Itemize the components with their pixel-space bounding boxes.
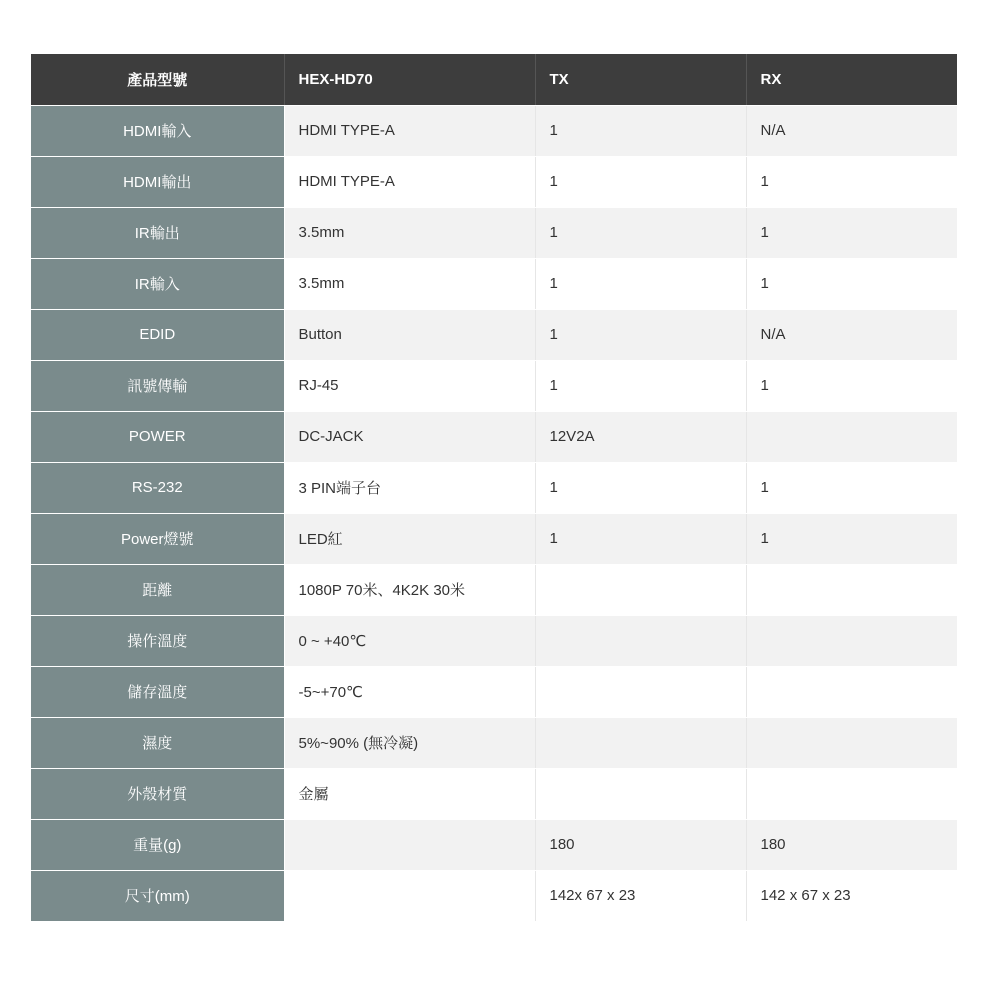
header-rx: RX <box>746 54 957 105</box>
row-tx <box>535 666 746 717</box>
spec-table <box>31 54 957 922</box>
row-rx: 1 <box>746 156 957 207</box>
table-row <box>31 462 957 513</box>
row-rx: 180 <box>746 819 957 870</box>
table-row <box>31 258 957 309</box>
row-label: 訊號傳輸 <box>31 360 284 411</box>
row-label: EDID <box>31 309 284 360</box>
row-rx <box>746 411 957 462</box>
row-tx: 1 <box>535 360 746 411</box>
row-rx: 142 x 67 x 23 <box>746 870 957 921</box>
row-type: 金屬 <box>284 768 535 819</box>
table-row <box>31 819 957 870</box>
row-label: Power燈號 <box>31 513 284 564</box>
header-tx: TX <box>535 54 746 105</box>
row-label: 尺寸(mm) <box>31 870 284 921</box>
row-tx <box>535 615 746 666</box>
row-tx <box>535 564 746 615</box>
table-row <box>31 717 957 768</box>
table-row <box>31 309 957 360</box>
row-label: POWER <box>31 411 284 462</box>
row-tx: 1 <box>535 258 746 309</box>
row-type: 0 ~ +40℃ <box>284 615 535 666</box>
row-rx <box>746 768 957 819</box>
table-row <box>31 360 957 411</box>
row-type: 3 PIN端子台 <box>284 462 535 513</box>
row-rx: 1 <box>746 207 957 258</box>
row-tx: 1 <box>535 309 746 360</box>
table-row <box>31 564 957 615</box>
row-label: IR輸出 <box>31 207 284 258</box>
row-type: 3.5mm <box>284 207 535 258</box>
row-label: RS-232 <box>31 462 284 513</box>
row-type: RJ-45 <box>284 360 535 411</box>
row-type: HDMI TYPE-A <box>284 156 535 207</box>
row-type: 3.5mm <box>284 258 535 309</box>
row-rx <box>746 564 957 615</box>
table-header-row <box>31 54 957 105</box>
table-row <box>31 156 957 207</box>
row-rx <box>746 615 957 666</box>
row-rx: N/A <box>746 105 957 156</box>
table-row <box>31 207 957 258</box>
table-row <box>31 870 957 921</box>
row-label: 外殼材質 <box>31 768 284 819</box>
row-tx: 180 <box>535 819 746 870</box>
row-label: 儲存溫度 <box>31 666 284 717</box>
row-label: HDMI輸入 <box>31 105 284 156</box>
row-tx: 1 <box>535 156 746 207</box>
row-type: DC-JACK <box>284 411 535 462</box>
row-tx: 1 <box>535 513 746 564</box>
row-rx: 1 <box>746 360 957 411</box>
row-type: LED紅 <box>284 513 535 564</box>
row-label: 操作溫度 <box>31 615 284 666</box>
row-tx: 142x 67 x 23 <box>535 870 746 921</box>
header-product-model: 產品型號 <box>31 54 284 105</box>
row-type: 5%~90% (無冷凝) <box>284 717 535 768</box>
row-label: 距離 <box>31 564 284 615</box>
table-row <box>31 411 957 462</box>
row-label: HDMI輸出 <box>31 156 284 207</box>
row-label: 重量(g) <box>31 819 284 870</box>
row-type: 1080P 70米、4K2K 30米 <box>284 564 535 615</box>
row-tx <box>535 768 746 819</box>
row-rx: 1 <box>746 513 957 564</box>
row-type <box>284 870 535 921</box>
row-tx: 1 <box>535 207 746 258</box>
header-model-name: HEX-HD70 <box>284 54 535 105</box>
row-tx: 1 <box>535 462 746 513</box>
row-rx: 1 <box>746 462 957 513</box>
row-type: Button <box>284 309 535 360</box>
table-row <box>31 105 957 156</box>
row-label: 濕度 <box>31 717 284 768</box>
row-rx <box>746 666 957 717</box>
table-row <box>31 666 957 717</box>
row-rx <box>746 717 957 768</box>
row-label: IR輸入 <box>31 258 284 309</box>
table-row <box>31 615 957 666</box>
row-tx: 1 <box>535 105 746 156</box>
row-type: -5~+70℃ <box>284 666 535 717</box>
row-tx: 12V2A <box>535 411 746 462</box>
table-row <box>31 513 957 564</box>
row-tx <box>535 717 746 768</box>
table-row <box>31 768 957 819</box>
row-type <box>284 819 535 870</box>
row-rx: N/A <box>746 309 957 360</box>
row-type: HDMI TYPE-A <box>284 105 535 156</box>
row-rx: 1 <box>746 258 957 309</box>
